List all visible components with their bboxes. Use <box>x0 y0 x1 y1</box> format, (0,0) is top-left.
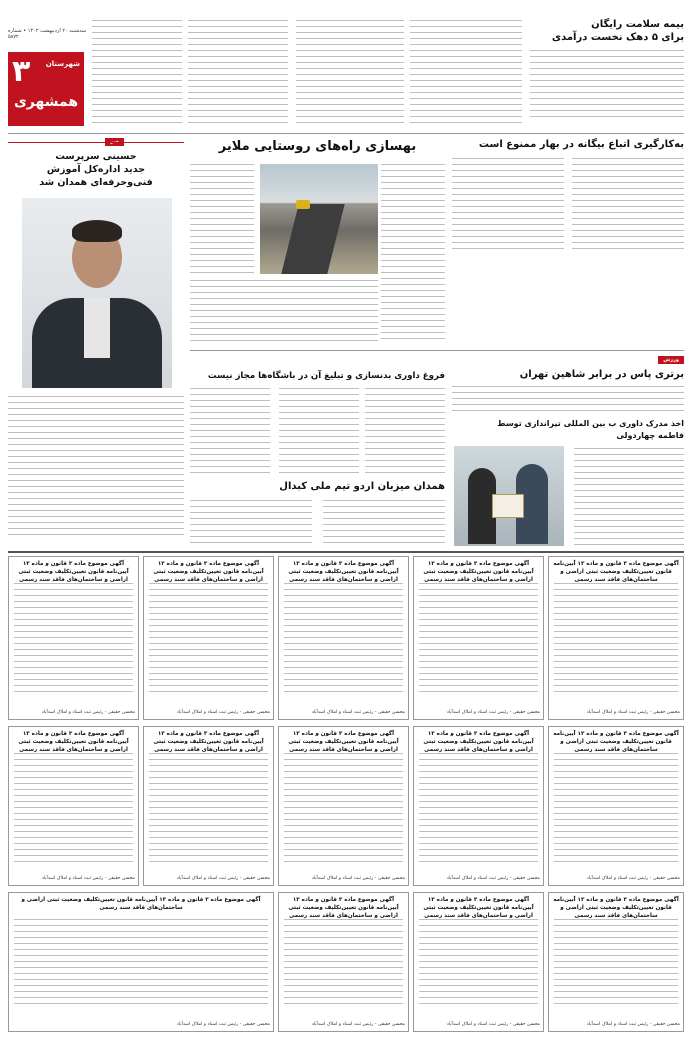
notice-title: آگهی موضوع ماده ۳ قانون و ماده ۱۳ آیین‌نامه قانون تعیین‌تکلیف وضعیت ثبتی اراضی و ساختمان‌های فاقد سند رسمی <box>288 731 399 753</box>
tag-rule <box>8 142 184 143</box>
notice-signature: محسن حقیقی - رئیس ثبت اسناد و املاک اسدآباد <box>446 876 540 881</box>
notice-signature: محسن حقیقی - رئیس ثبت اسناد و املاک اسدآباد <box>176 876 270 881</box>
road-roller <box>296 200 310 209</box>
story-body-col <box>190 280 378 344</box>
notice-body <box>554 753 678 863</box>
legal-notice <box>143 556 274 720</box>
notice-body <box>149 583 268 697</box>
legal-notice <box>8 726 139 886</box>
story-body-col <box>323 500 445 546</box>
story-body-col <box>572 158 684 250</box>
notice-body <box>419 919 538 1009</box>
story-shahin-pass <box>452 356 684 414</box>
section-label: شهرستان <box>45 60 80 68</box>
notice-signature: محسن حقیقی - رئیس ثبت اسناد و املاک اسدآباد <box>41 710 135 715</box>
legal-notice <box>548 726 684 886</box>
story-body <box>8 396 184 536</box>
notice-signature: محسن حقیقی - رئیس ثبت اسناد و املاک اسدآباد <box>586 710 680 715</box>
notice-title: آگهی موضوع ماده ۳ قانون و ماده ۱۳ آیین‌نامه قانون تعیین‌تکلیف وضعیت ثبتی اراضی و ساختمان‌های فاقد سند رسمی <box>21 897 261 911</box>
notice-signature: محسن حقیقی - رئیس ثبت اسناد و املاک اسدآباد <box>176 710 270 715</box>
divider <box>8 133 684 134</box>
notice-signature: محسن حقیقی - رئیس ثبت اسناد و املاک اسدآباد <box>176 1022 270 1027</box>
divider <box>8 551 684 553</box>
notice-signature: محسن حقیقی - رئیس ثبت اسناد و املاک اسدآباد <box>311 876 405 881</box>
portrait-shirt <box>84 298 110 358</box>
notice-title: آگهی موضوع ماده ۳ قانون و ماده ۱۳ آیین‌نامه قانون تعیین‌تکلیف وضعیت ثبتی اراضی و ساختمان‌های فاقد سند رسمی <box>423 731 534 753</box>
notice-title: آگهی موضوع ماده ۳ قانون و ماده ۱۳ آیین‌نامه قانون تعیین‌تکلیف وضعیت ثبتی اراضی و ساختمان‌های فاقد سند رسمی <box>288 897 399 919</box>
story-body-col <box>190 164 254 274</box>
story-referee-promo <box>190 356 445 476</box>
story-title-line-1: اخذ مدرک داوری ب بین المللی تیراندازی توسط <box>497 419 684 428</box>
story-body-col <box>452 158 564 250</box>
logo: همشهری <box>13 94 79 110</box>
award-photo <box>454 446 564 546</box>
notice-title: آگهی موضوع ماده ۳ قانون و ماده ۱۳ آیین‌نامه قانون تعیین‌تکلیف وضعیت ثبتی اراضی و ساختمان‌های فاقد سند رسمی <box>553 561 679 583</box>
top-body-col-1 <box>410 20 522 126</box>
notice-body <box>14 753 133 863</box>
story-body <box>574 448 684 546</box>
notice-body <box>14 583 133 697</box>
road-surface <box>281 204 344 274</box>
notice-signature: محسن حقیقی - رئیس ثبت اسناد و املاک اسدآباد <box>586 876 680 881</box>
story-new-head <box>8 138 184 538</box>
top-body-col-4 <box>92 20 182 126</box>
story-title: بیمه سلامت رایگان <box>591 19 684 30</box>
story-rural-roads <box>190 138 445 346</box>
story-subtitle: برای ۵ دهک نخست درآمدی <box>551 32 684 43</box>
legal-notice <box>413 726 544 886</box>
notice-signature: محسن حقیقی - رئیس ثبت اسناد و املاک اسدآباد <box>311 710 405 715</box>
certificate <box>492 494 524 518</box>
legal-notice <box>278 726 409 886</box>
logo-block <box>8 52 84 126</box>
notice-body <box>284 583 403 697</box>
notice-signature: محسن حقیقی - رئیس ثبت اسناد و املاک اسدآباد <box>586 1022 680 1027</box>
notice-signature: محسن حقیقی - رئیس ثبت اسناد و املاک اسدآباد <box>41 876 135 881</box>
legal-notice <box>278 892 409 1032</box>
story-title: به‌کارگیری اتباع بیگانه در بهار ممنوع است <box>478 139 684 150</box>
road-photo <box>260 164 378 274</box>
legal-notice <box>413 556 544 720</box>
story-foreign-nationals <box>452 138 684 250</box>
notice-signature: محسن حقیقی - رئیس ثبت اسناد و املاک اسدآباد <box>446 1022 540 1027</box>
notice-body <box>284 919 403 1009</box>
notice-body <box>419 753 538 863</box>
notice-body <box>149 753 268 863</box>
notice-title: آگهی موضوع ماده ۳ قانون و ماده ۱۳ آیین‌نامه قانون تعیین‌تکلیف وضعیت ثبتی اراضی و ساختمان‌های فاقد سند رسمی <box>18 731 129 753</box>
story-international-referee <box>452 418 684 548</box>
story-title-line-2: جدید اداره‌کل آموزش <box>46 164 146 175</box>
notice-signature: محسن حقیقی - رئیس ثبت اسناد و املاک اسدآباد <box>311 1022 405 1027</box>
divider <box>190 350 684 351</box>
story-title: برتری پاس در برابر شاهین تهران <box>519 369 684 380</box>
page-number: ۳ <box>12 54 31 89</box>
notice-body <box>554 919 678 1009</box>
notice-title: آگهی موضوع ماده ۳ قانون و ماده ۱۳ آیین‌نامه قانون تعیین‌تکلیف وضعیت ثبتی اراضی و ساختمان‌های فاقد سند رسمی <box>153 731 264 753</box>
legal-notice <box>548 892 684 1032</box>
notice-body <box>554 583 678 697</box>
story-body <box>452 386 684 412</box>
portrait-photo <box>22 198 172 388</box>
legal-notice <box>143 726 274 886</box>
story-body-col <box>381 164 445 344</box>
portrait-hair <box>72 220 122 242</box>
notice-title: آگهی موضوع ماده ۳ قانون و ماده ۱۳ آیین‌نامه قانون تعیین‌تکلیف وضعیت ثبتی اراضی و ساختمان‌های فاقد سند رسمی <box>288 561 399 583</box>
story-body-col <box>365 388 445 474</box>
story-title: همدان میزبان اردو تیم ملی کبدال <box>279 481 445 492</box>
story-title: بهسازی راه‌های روستایی ملایر <box>218 139 417 154</box>
legal-notice <box>278 556 409 720</box>
story-body-col <box>190 500 312 546</box>
story-free-health <box>530 18 684 130</box>
notice-title: آگهی موضوع ماده ۳ قانون و ماده ۱۳ آیین‌نامه قانون تعیین‌تکلیف وضعیت ثبتی اراضی و ساختمان‌های فاقد سند رسمی <box>423 897 534 919</box>
notice-title: آگهی موضوع ماده ۳ قانون و ماده ۱۳ آیین‌نامه قانون تعیین‌تکلیف وضعیت ثبتی اراضی و ساختمان‌های فاقد سند رسمی <box>423 561 534 583</box>
notice-title: آگهی موضوع ماده ۳ قانون و ماده ۱۳ آیین‌نامه قانون تعیین‌تکلیف وضعیت ثبتی اراضی و ساختمان‌های فاقد سند رسمی <box>553 731 679 753</box>
issue-date-line: سه‌شنبه ۲۰ اردیبهشت ۱۴۰۲ • شماره ۵۸۷۲ <box>8 28 87 40</box>
legal-notice <box>548 556 684 720</box>
story-kabaddi <box>190 480 445 548</box>
notice-body <box>14 919 268 1009</box>
story-title-line-2: فاطمه چهاردولی <box>616 431 684 440</box>
story-body <box>530 50 684 120</box>
top-body-col-2 <box>296 20 404 126</box>
notice-title: آگهی موضوع ماده ۳ قانون و ماده ۱۳ آیین‌نامه قانون تعیین‌تکلیف وضعیت ثبتی اراضی و ساختمان‌های فاقد سند رسمی <box>553 897 679 919</box>
story-body-col <box>279 388 359 474</box>
notice-body <box>419 583 538 697</box>
notice-signature: محسن حقیقی - رئیس ثبت اسناد و املاک اسدآباد <box>446 710 540 715</box>
notice-title: آگهی موضوع ماده ۳ قانون و ماده ۱۳ آیین‌نامه قانون تعیین‌تکلیف وضعیت ثبتی اراضی و ساختمان‌های فاقد سند رسمی <box>153 561 264 583</box>
legal-notice <box>413 892 544 1032</box>
notice-title: آگهی موضوع ماده ۳ قانون و ماده ۱۳ آیین‌نامه قانون تعیین‌تکلیف وضعیت ثبتی اراضی و ساختمان‌های فاقد سند رسمی <box>18 561 129 583</box>
story-title: فروغ داوری بدنسازی و تبلیغ آن در باشگاه‌ها مجاز نیست <box>207 371 445 381</box>
story-title-line-3: فنی‌وحرفه‌ای همدان شد <box>39 177 153 188</box>
sports-tag: ورزش <box>658 356 684 364</box>
legal-notice <box>8 556 139 720</box>
legal-notice-wide <box>8 892 274 1032</box>
notice-body <box>284 753 403 863</box>
top-body-col-3 <box>188 20 288 126</box>
story-body-col <box>190 388 270 474</box>
story-title-line-1: حسینی سرپرست <box>55 151 137 162</box>
